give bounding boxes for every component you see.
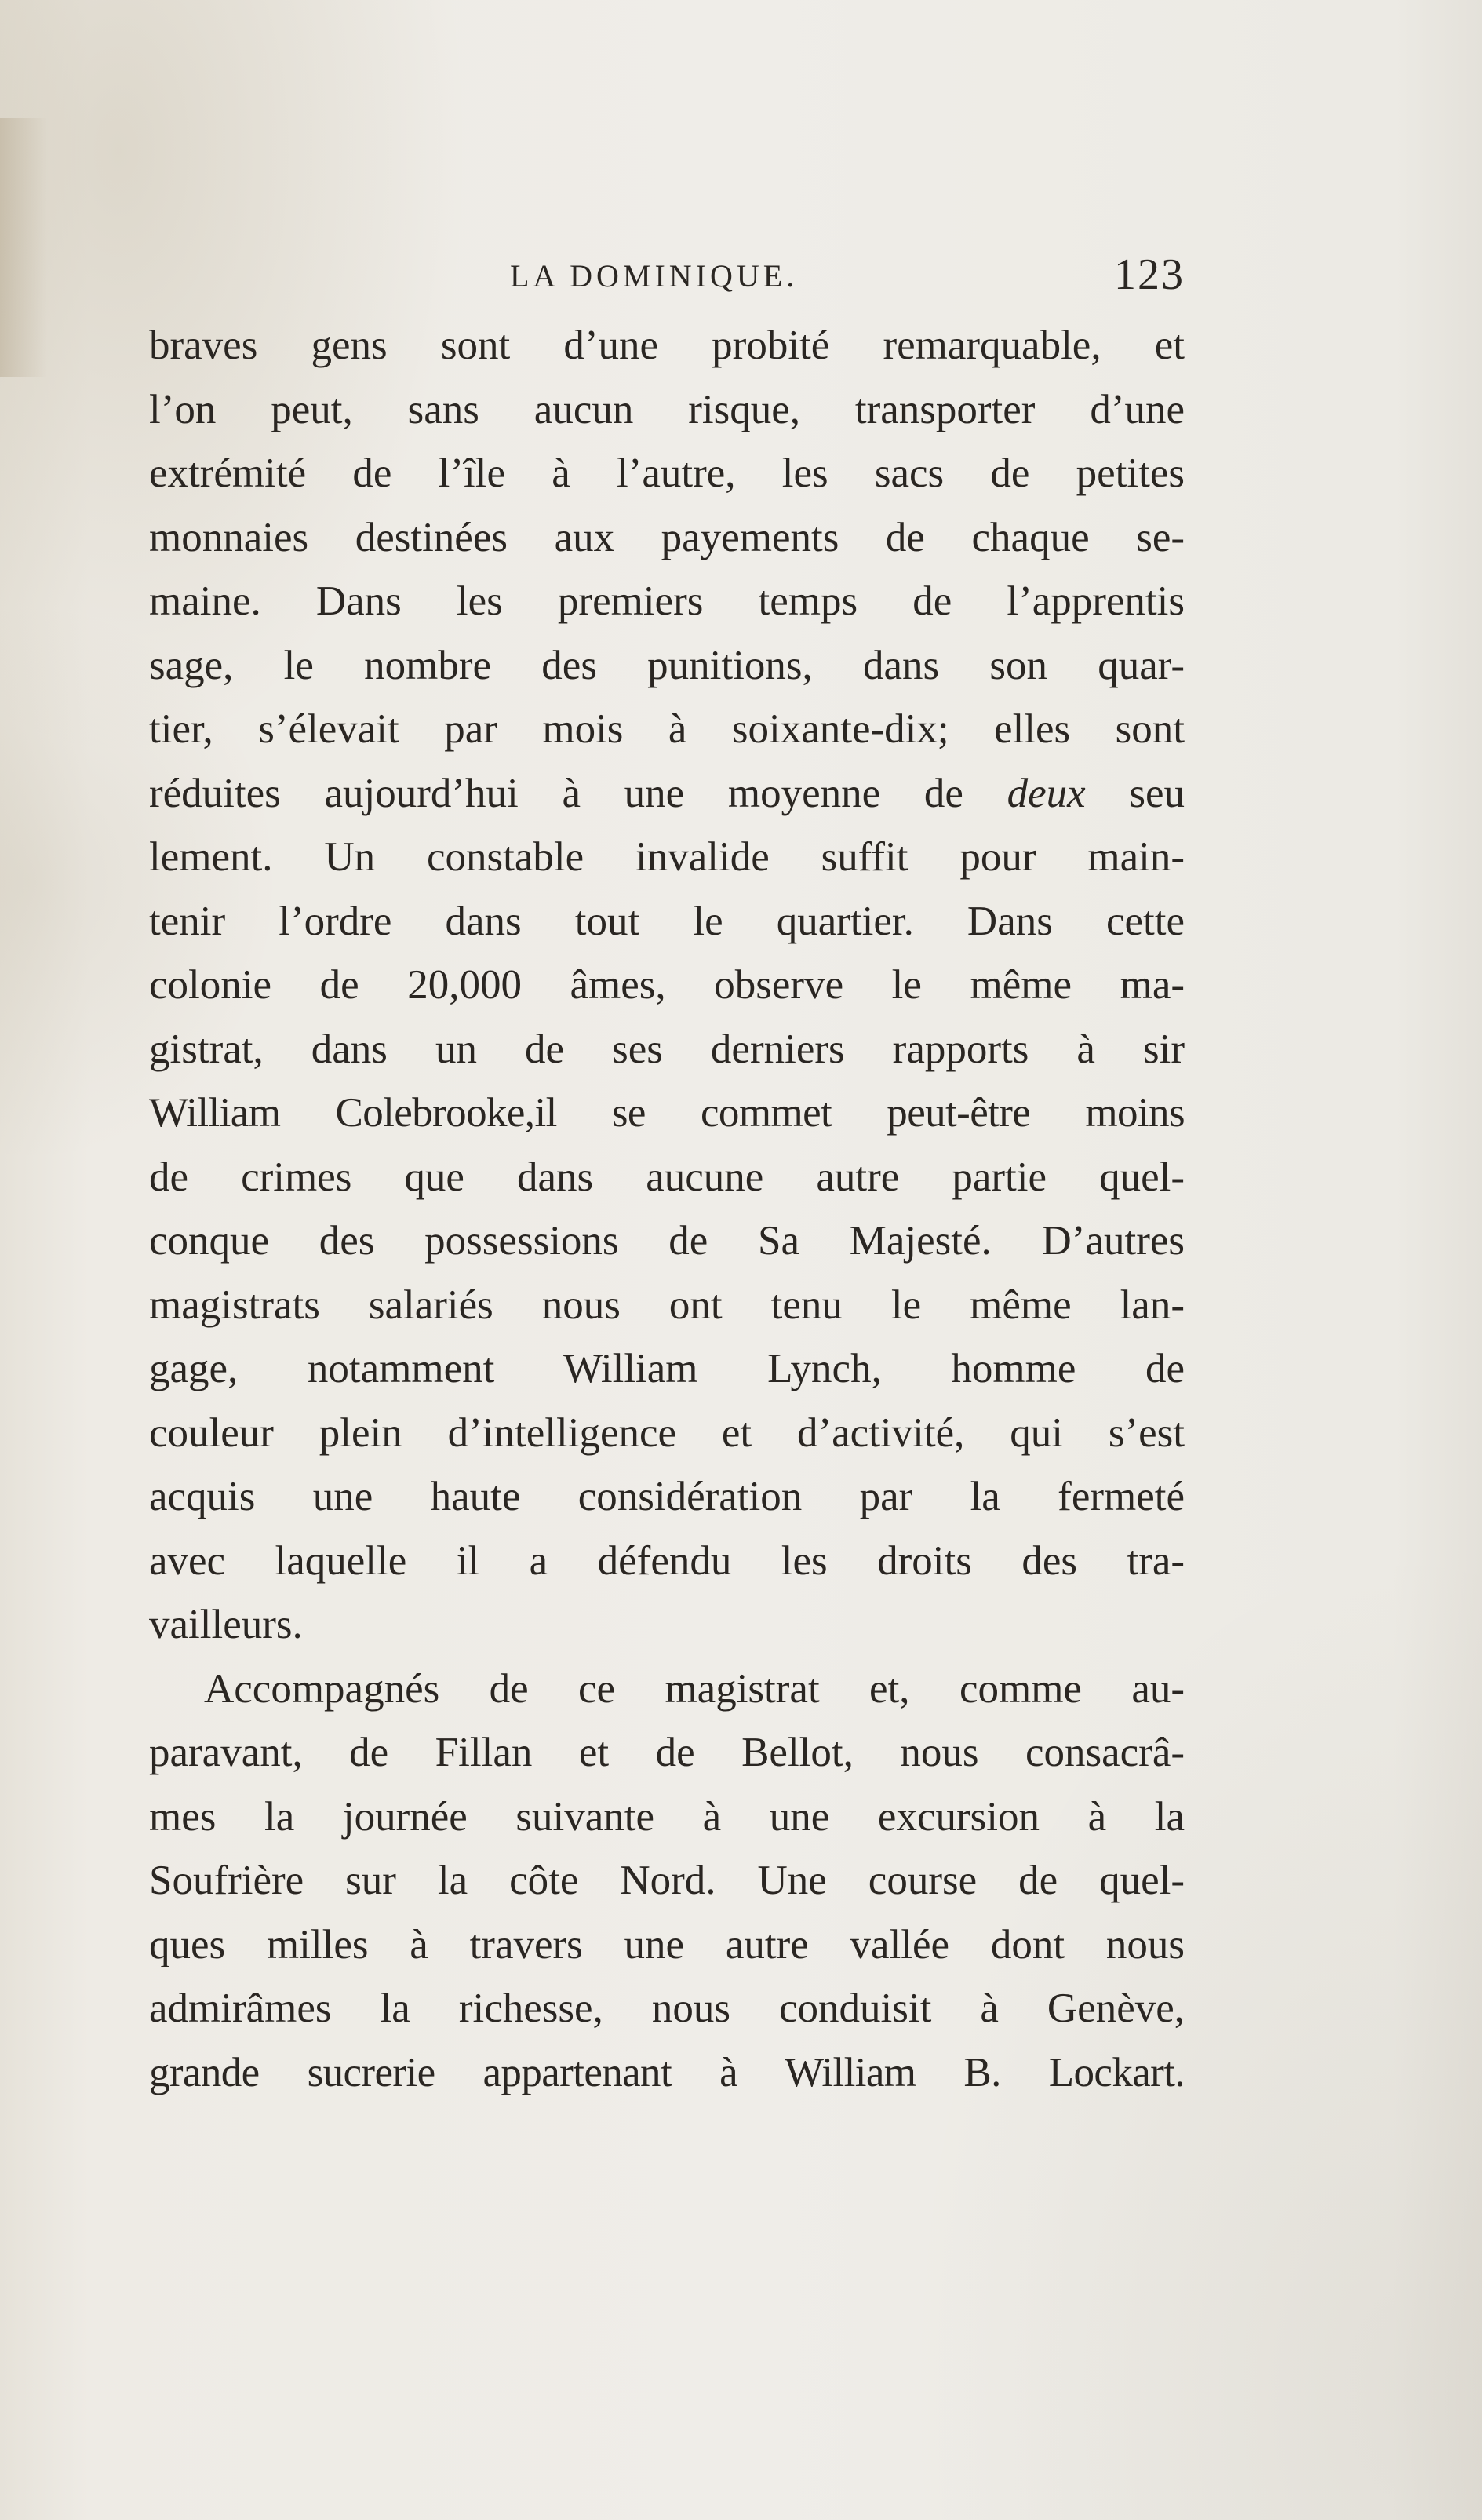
text-line: l’on peut, sans aucun risque, transporter d’une	[149, 386, 1185, 432]
text-line: maine. Dans les premiers temps de l’apprentis	[149, 578, 1185, 624]
text-line: couleur plein d’intelligence et d’activité, qui s’est	[149, 1410, 1185, 1456]
page-header	[149, 250, 1185, 305]
text-line: de crimes que dans aucune autre partie quel-	[149, 1154, 1185, 1200]
italic-word: deux	[1007, 770, 1086, 816]
text-line: grande sucrerie appartenant à William B. Lockart.	[149, 2049, 1185, 2095]
text-segment: seu	[1129, 770, 1185, 816]
text-line: mes la journée suivante à une excursion à la	[149, 1793, 1185, 1840]
text-line: avec laquelle il a défendu les droits des tra-	[149, 1537, 1185, 1584]
body-text	[149, 314, 1185, 2105]
page-number: 123	[1114, 250, 1185, 299]
text-line: extrémité de l’île à l’autre, les sacs de petites	[149, 450, 1185, 496]
text-line: acquis une haute considération par la fermeté	[149, 1474, 1185, 1519]
running-head: LA DOMINIQUE.	[510, 258, 799, 294]
paper-stain	[0, 118, 47, 377]
text-line: tier, s’élevait par mois à soixante-dix; elles sont	[149, 706, 1185, 752]
text-line: tenir l’ordre dans tout le quartier. Dans cette	[149, 898, 1185, 944]
text-segment: réduites aujourd’hui à une moyenne de	[149, 770, 963, 816]
text-line	[149, 762, 1185, 826]
text-line: Soufrière sur la côte Nord. Une course de quel-	[149, 1858, 1185, 1903]
text-line: gistrat, dans un de ses derniers rapports à sir	[149, 1026, 1185, 1072]
text-line: vailleurs.	[149, 1602, 303, 1647]
text-line: gage, notamment William Lynch, homme de	[149, 1346, 1185, 1391]
text-line: colonie de 20,000 âmes, observe le même ma-	[149, 962, 1185, 1008]
text-line: monnaies destinées aux payements de chaque se-	[149, 514, 1185, 560]
text-line: Accompagnés de ce magistrat et, comme au-	[204, 1665, 1185, 1712]
text-line: magistrats salariés nous ont tenu le même lan-	[149, 1282, 1185, 1328]
text-line: conque des possessions de Sa Majesté. D’autres	[149, 1218, 1185, 1264]
text-line: William Colebrooke,il se commet peut-être moins	[149, 1090, 1185, 1136]
text-line: sage, le nombre des punitions, dans son quar-	[149, 642, 1185, 688]
text-line: admirâmes la richesse, nous conduisit à Genève,	[149, 1986, 1185, 2031]
text-line: braves gens sont d’une probité remarquable, et	[149, 323, 1185, 368]
text-line: ques milles à travers une autre vallée dont nous	[149, 1921, 1185, 1967]
text-line: paravant, de Fillan et de Bellot, nous consacrâ-	[149, 1730, 1185, 1775]
text-line: lement. Un constable invalide suffit pour main-	[149, 834, 1185, 880]
